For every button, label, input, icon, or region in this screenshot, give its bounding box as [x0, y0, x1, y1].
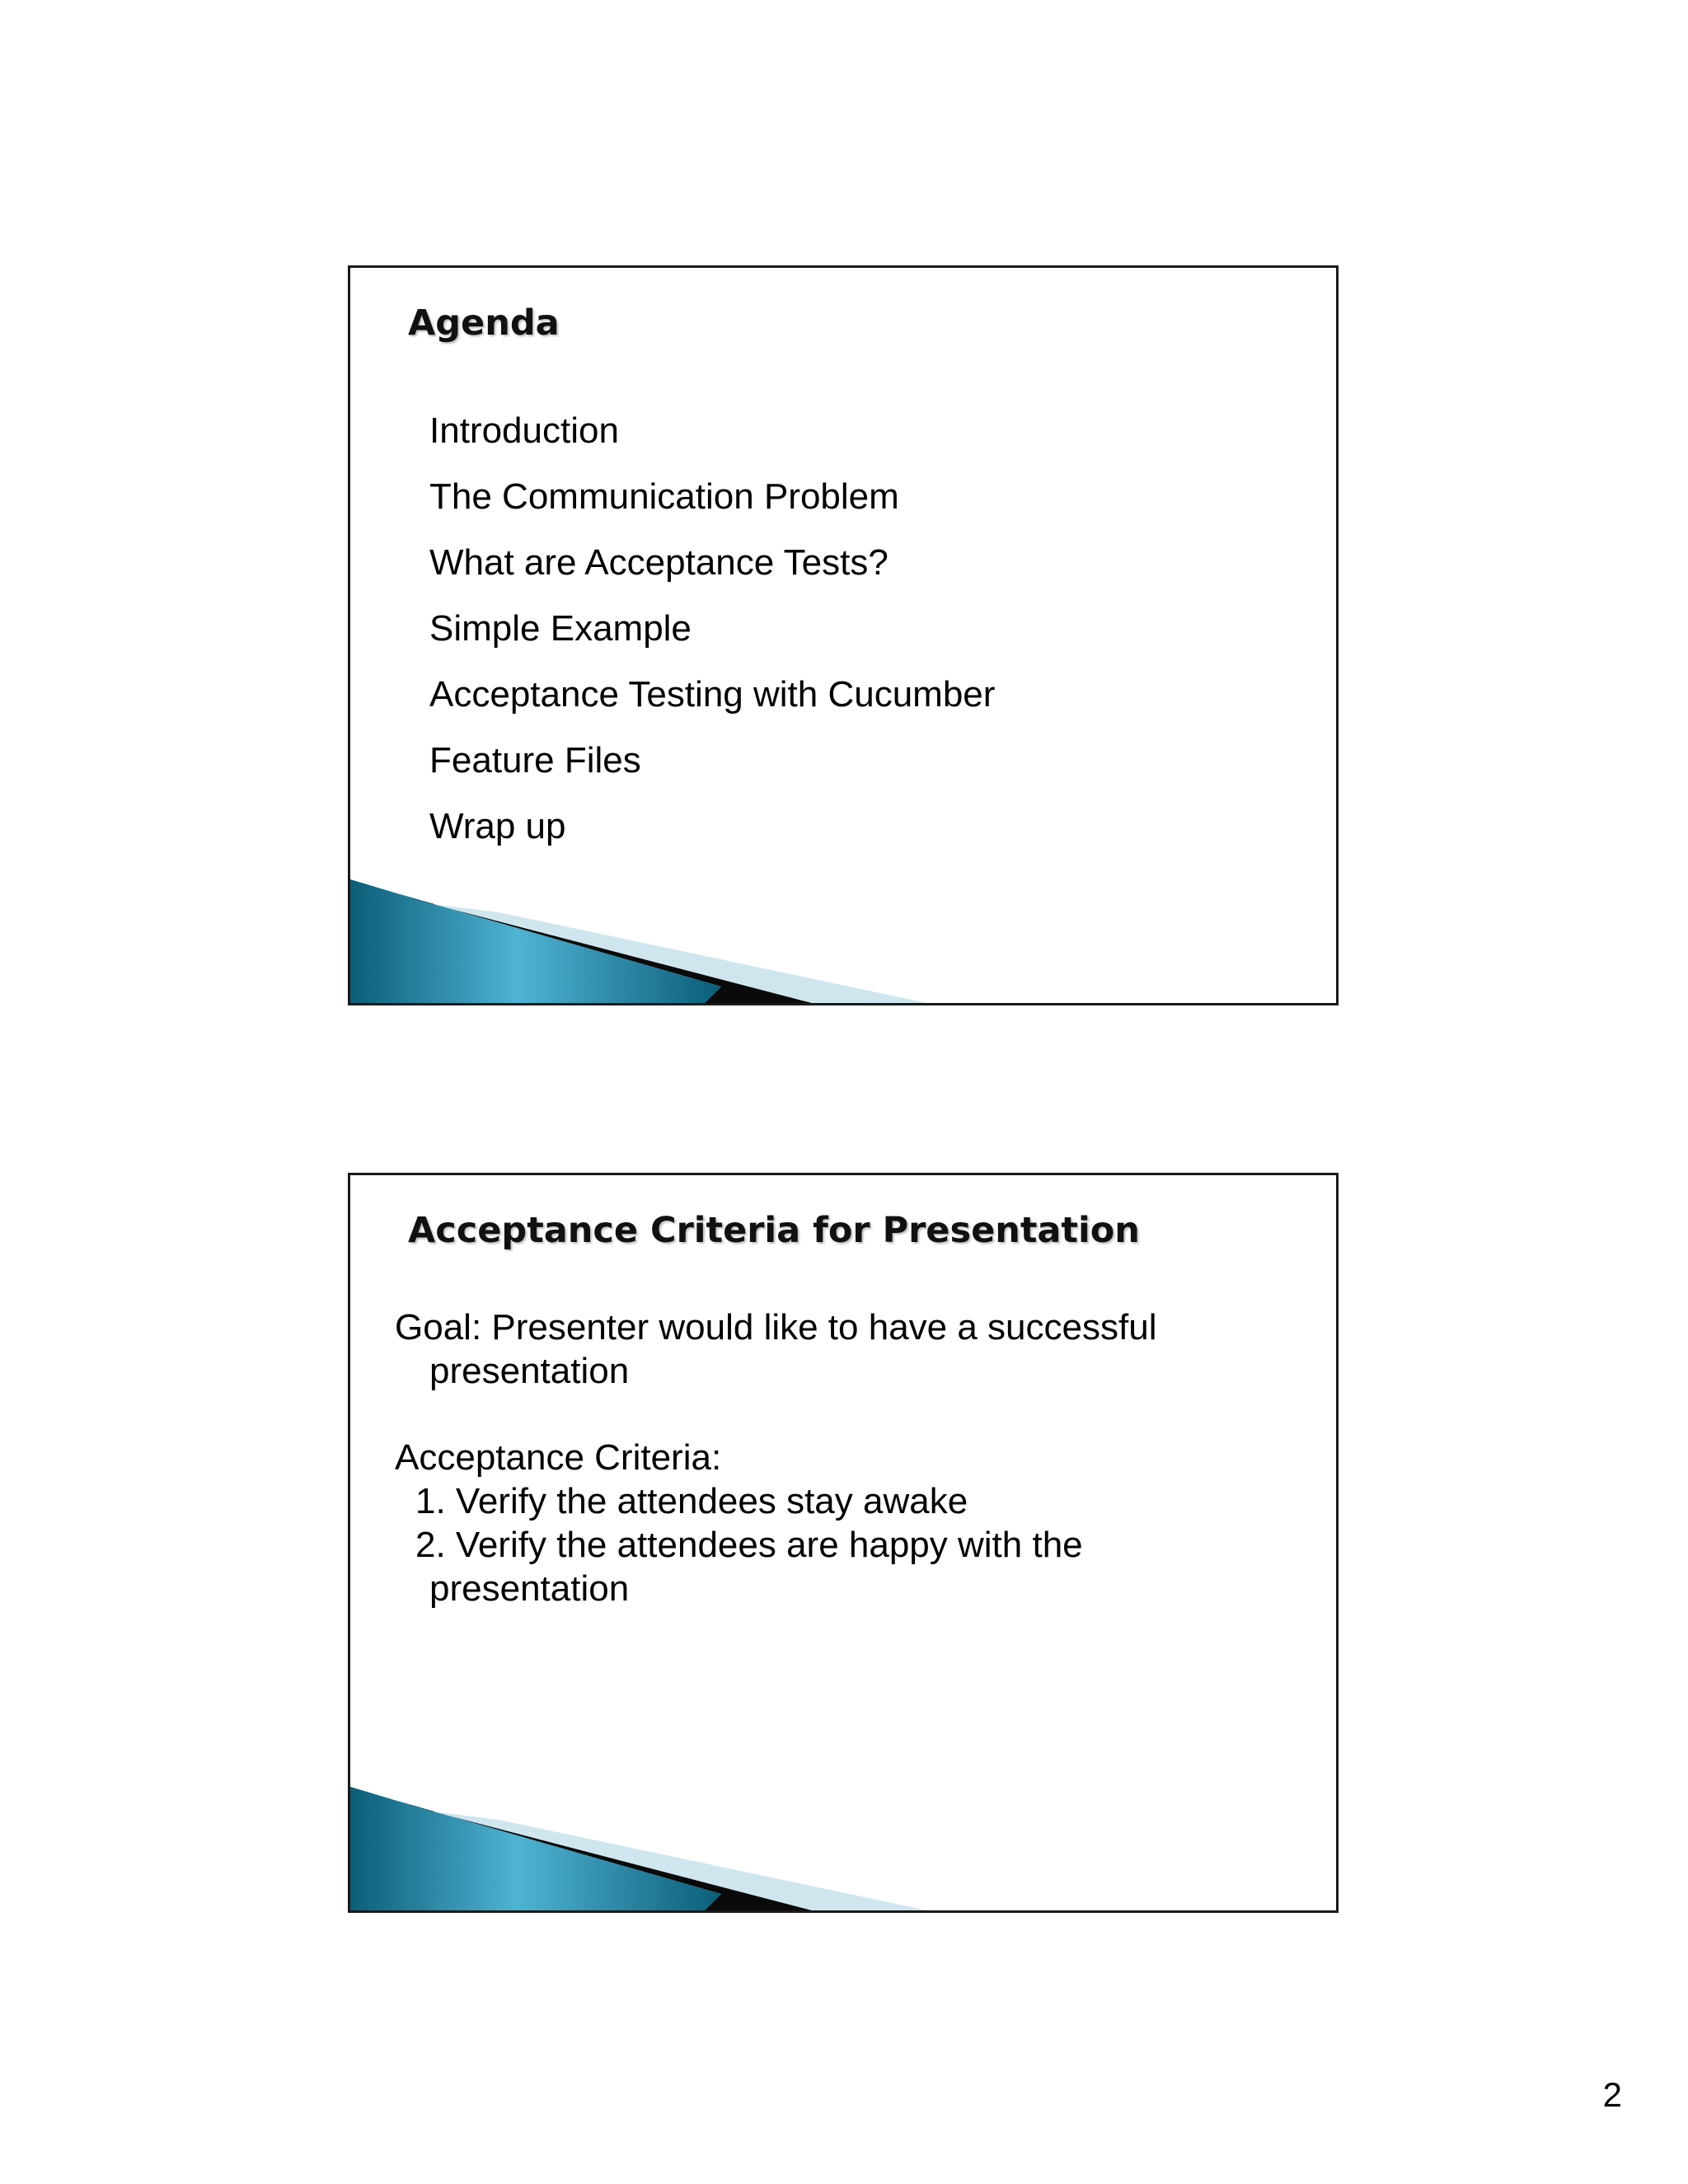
goal-text-continuation: presentation	[429, 1351, 630, 1391]
agenda-item: Introduction	[429, 410, 619, 451]
criteria-item: 1. Verify the attendees stay awake	[415, 1481, 968, 1521]
agenda-item: Simple Example	[429, 608, 692, 649]
slide-body	[395, 1305, 1156, 1610]
slide-agenda	[348, 265, 1339, 1005]
goal-text: Goal: Presenter would like to have a successful	[395, 1307, 1157, 1347]
swoosh-decoration	[350, 879, 1339, 1003]
agenda-item: Wrap up	[429, 806, 566, 846]
criteria-heading: Acceptance Criteria:	[395, 1437, 722, 1478]
slide-title: Agenda	[408, 302, 560, 344]
agenda-item: Acceptance Testing with Cucumber	[429, 674, 996, 715]
agenda-item: Feature Files	[429, 740, 641, 780]
slide-acceptance-criteria	[348, 1173, 1339, 1913]
slide-title: Acceptance Criteria for Presentation	[408, 1210, 1140, 1251]
agenda-list	[429, 398, 995, 860]
criteria-item-continuation: presentation	[429, 1568, 630, 1609]
page-number: 2	[1602, 2075, 1622, 2114]
criteria-item: 2. Verify the attendees are happy with the	[415, 1525, 1083, 1565]
swoosh-decoration	[350, 1787, 1339, 1910]
agenda-item: What are Acceptance Tests?	[429, 542, 889, 583]
agenda-item: The Communication Problem	[429, 476, 899, 517]
